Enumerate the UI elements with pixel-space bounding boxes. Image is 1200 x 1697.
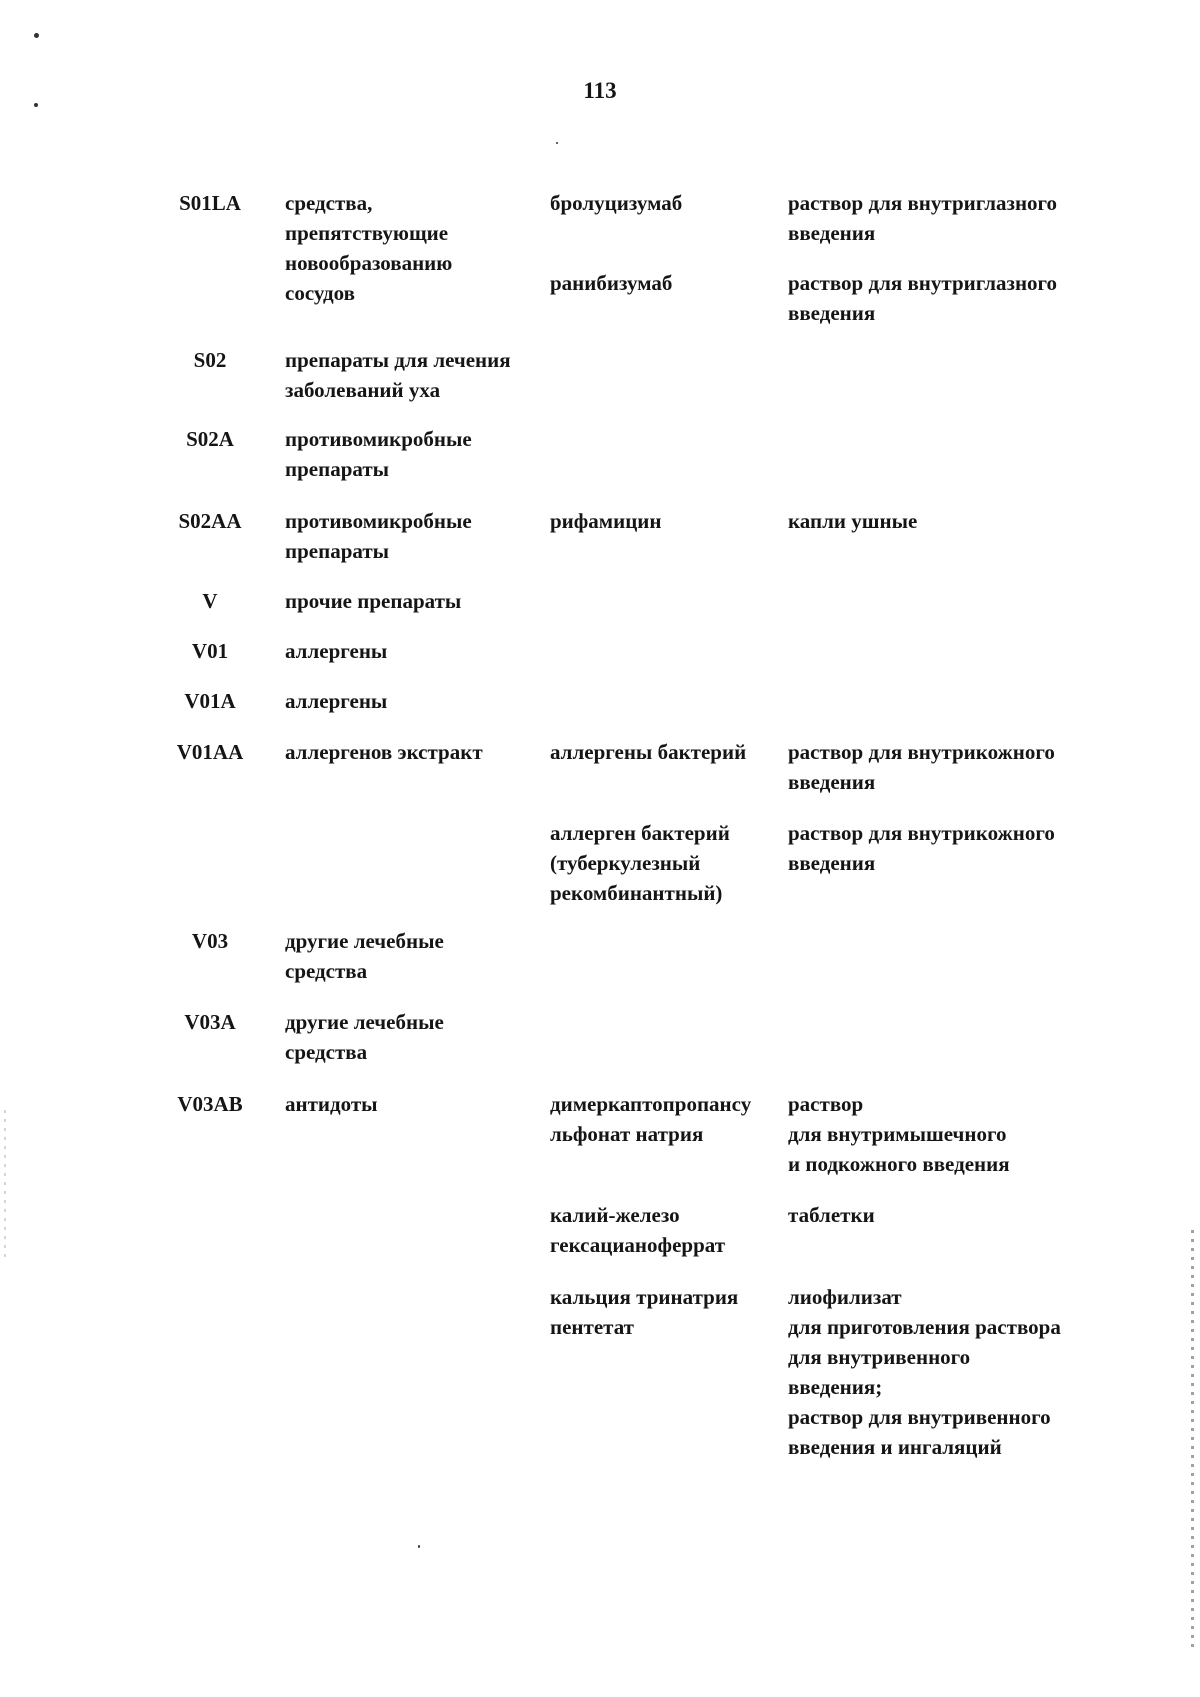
dosage-form: раствор для внутрикожного введения: [788, 821, 1055, 875]
atc-code: V03AB: [177, 1092, 243, 1116]
atc-code: S01LA: [179, 191, 241, 215]
dosage-form: раствор для внутрикожного введения: [788, 740, 1055, 794]
group-name: другие лечебные средства: [285, 1010, 444, 1064]
atc-code: V03: [191, 929, 229, 953]
scan-speck: [418, 1545, 420, 1548]
dosage-form: капли ушные: [788, 509, 918, 533]
atc-code: S02: [193, 348, 227, 372]
atc-code: V01AA: [176, 740, 244, 764]
group-name: препараты для лечения заболеваний уха: [285, 348, 511, 402]
drug-name: аллергены бактерий: [550, 740, 747, 764]
drug-name: аллерген бактерий (туберкулезный рекомбинантный): [550, 821, 730, 905]
group-name: антидоты: [285, 1092, 378, 1116]
group-name: другие лечебные средства: [285, 929, 444, 983]
drug-name: димеркаптопропансу льфонат натрия: [550, 1092, 752, 1146]
scan-speck: [34, 33, 39, 38]
group-name: противомикробные препараты: [285, 509, 472, 563]
atc-code: S02AA: [178, 509, 242, 533]
group-name: противомикробные препараты: [285, 427, 472, 481]
dosage-form: лиофилизат для приготовления раствора для внутривенного введения; раствор для внутривенного введения и ингаляций: [788, 1285, 1061, 1459]
scan-edge-marks: [1191, 1230, 1194, 1650]
atc-code: V03A: [184, 1010, 236, 1034]
group-name: аллергены: [285, 639, 388, 663]
atc-code: V01: [191, 639, 229, 663]
dosage-form: раствор для внутриглазного введения: [788, 191, 1058, 245]
drug-name: ранибизумаб: [550, 271, 673, 295]
atc-code: V: [202, 589, 218, 613]
group-name: прочие препараты: [285, 589, 462, 613]
group-name: аллергенов экстракт: [285, 740, 483, 764]
group-name: аллергены: [285, 689, 388, 713]
group-name: средства, препятствующие новообразованию сосудов: [285, 191, 453, 305]
dosage-form: раствор для внутримышечного и подкожного введения: [788, 1092, 1010, 1176]
dosage-form: таблетки: [788, 1203, 875, 1227]
drug-name: бролуцизумаб: [550, 191, 683, 215]
drug-name: кальция тринатрия пентетат: [550, 1285, 739, 1339]
scan-speck: [556, 142, 558, 144]
dosage-form: раствор для внутриглазного введения: [788, 271, 1058, 325]
page-number: 113: [583, 78, 617, 103]
drug-name: калий-железо гексацианоферрат: [550, 1203, 726, 1257]
scan-edge-marks: [4, 1110, 6, 1260]
drug-name: рифамицин: [550, 509, 662, 533]
atc-code: S02A: [186, 427, 234, 451]
atc-code: V01A: [184, 689, 236, 713]
